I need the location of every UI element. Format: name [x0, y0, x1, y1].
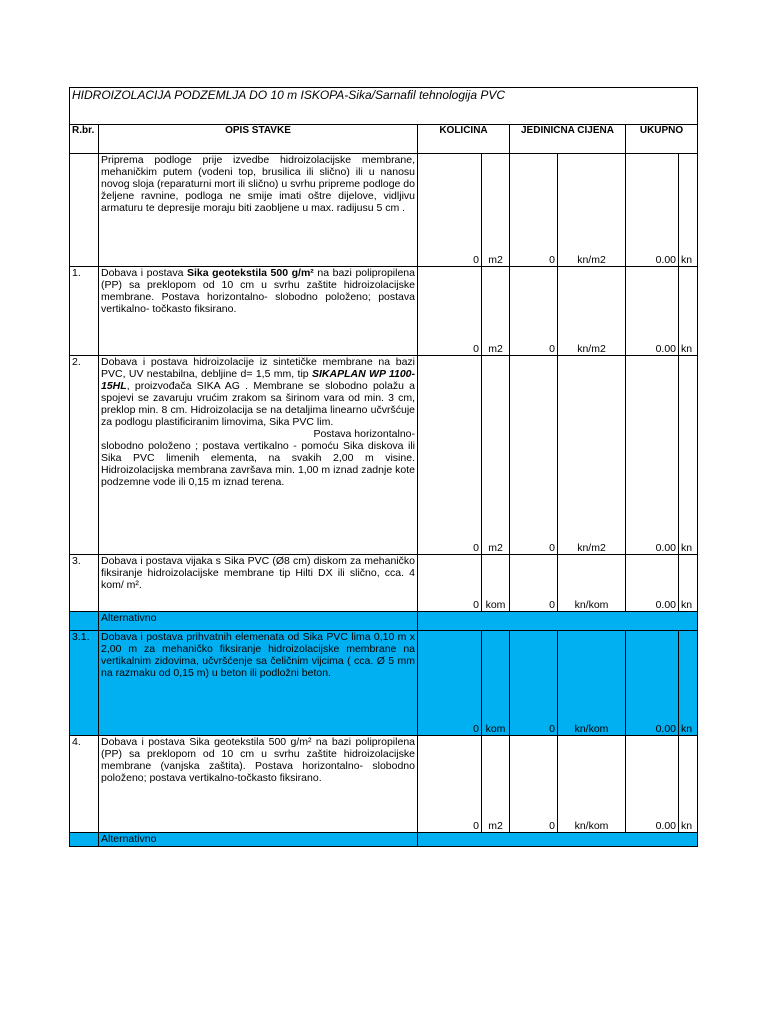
- table-row: [70, 154, 698, 267]
- row-price-unit: kn/m2: [558, 154, 626, 267]
- alternative-row: [70, 833, 698, 847]
- row-total: 0.00: [626, 154, 679, 267]
- row-quantity: 0: [418, 555, 482, 612]
- table-row: [70, 267, 698, 356]
- cost-estimate-table: [69, 87, 698, 847]
- alternative-filler: [418, 612, 698, 631]
- row-total-unit: kn: [679, 267, 698, 356]
- table-row: [70, 736, 698, 833]
- desc-text: na bazi polipropilena (PP) sa preklopom od 10 cm u svrhu zaštite hidroizolacijske membrane. Postava horizontalno- slobodno položeno; postava vertikalno- točkasto fiksirano.: [101, 267, 415, 315]
- table-row: [70, 555, 698, 612]
- row-price-unit: kn/kom: [558, 736, 626, 833]
- row-price-unit: kn/kom: [558, 555, 626, 612]
- row-price-unit: kn/kom: [558, 631, 626, 736]
- alternative-row: [70, 612, 698, 631]
- row-description: Dobava i postava prihvatnih elemenata od Sika PVC lima 0,10 m x 2,00 m za mehaničko fiksiranje hidroizolacijske membrane na vertikalnim zidovima, učvršćenje sa čeličnim vijcima ( cca. Ø 5 mm na razmaku od 0,15 m) u beton ili podložni beton.: [99, 631, 418, 736]
- desc-text: Dobava i postava hidroizolacije iz sintetičke membrane na bazi PVC, UV nestabilna, debljine d= 1,5 mm, tip: [101, 356, 415, 380]
- header-kolicina: KOLIČINA: [418, 125, 510, 154]
- row-unit: kom: [482, 631, 510, 736]
- row-total-unit: kn: [679, 356, 698, 555]
- row-number: 3.: [70, 555, 99, 612]
- row-total: 0.00: [626, 267, 679, 356]
- row-price: 0: [510, 267, 558, 356]
- row-unit: m2: [482, 736, 510, 833]
- row-price: 0: [510, 356, 558, 555]
- desc-text: Postava horizontalno-: [313, 428, 415, 440]
- row-quantity: 0: [418, 736, 482, 833]
- row-total: 0.00: [626, 736, 679, 833]
- row-total-unit: kn: [679, 736, 698, 833]
- row-description: Priprema podloge prije izvedbe hidroizolacijske membrane, mehaničkim putem (vodeni top, brusilica ili slično) ili u nanosu novog sloja (reparaturni mort ili slično) u svrhu pripreme podloge do željene ravnine, podloga ne smije imati oštre dijelove, vidljivu armaturu te depresije moraju biti zaobljene u max. radijusu 5 cm .: [99, 154, 418, 267]
- row-description: Dobava i postava Sika geotekstila 500 g/m² na bazi polipropilena (PP) sa preklopom od 10 cm u svrhu zaštite hidroizolacijske membrane (vanjska zaštita). Postava horizontalno- slobodno položeno; postava vertikalno-točkasto fiksirano.: [99, 736, 418, 833]
- header-row: [70, 125, 698, 154]
- row-price-unit: kn/m2: [558, 267, 626, 356]
- desc-text: , proizvođača SIKA AG . Membrane se slobodno polažu a spojevi se zavaruju vrućim zrakom sa širinom vara od min. 3 cm, preklop min. 8 cm. Hidroizolacija se na detaljima linearno učvršćuje za podlogu plastificiranim limovima, Sika PVC lim.: [101, 380, 415, 428]
- row-quantity: 0: [418, 356, 482, 555]
- row-description: [99, 356, 418, 555]
- row-description: [99, 267, 418, 356]
- header-ukupno: UKUPNO: [626, 125, 698, 154]
- row-unit: m2: [482, 356, 510, 555]
- row-total: 0.00: [626, 356, 679, 555]
- row-price: 0: [510, 555, 558, 612]
- desc-bold-text: Sika geotekstila 500 g/m²: [186, 267, 314, 279]
- row-number: 4.: [70, 736, 99, 833]
- row-total: 0.00: [626, 555, 679, 612]
- desc-text: slobodno položeno ; postava vertikalno - pomoću Sika diskova ili Sika PVC limenih elementa, na svakih 2,00 m visine. Hidroizolacijska membrana završava min. 1,00 m iznad zadnje kote podzemne vode ili 0,15 m iznad terena.: [101, 440, 415, 488]
- row-total-unit: kn: [679, 154, 698, 267]
- row-price: 0: [510, 736, 558, 833]
- row-quantity: 0: [418, 154, 482, 267]
- row-number: 2.: [70, 356, 99, 555]
- row-number: [70, 833, 99, 847]
- row-number: [70, 612, 99, 631]
- header-opis: OPIS STAVKE: [99, 125, 418, 154]
- table-row: [70, 356, 698, 555]
- row-price: 0: [510, 631, 558, 736]
- row-total: 0.00: [626, 631, 679, 736]
- alternative-filler: [418, 833, 698, 847]
- row-unit: m2: [482, 154, 510, 267]
- row-number: 3.1.: [70, 631, 99, 736]
- row-quantity: 0: [418, 631, 482, 736]
- row-price-unit: kn/m2: [558, 356, 626, 555]
- table-row: [70, 631, 698, 736]
- row-unit: m2: [482, 267, 510, 356]
- row-total-unit: kn: [679, 631, 698, 736]
- header-rbr: R.br.: [70, 125, 99, 154]
- row-number: [70, 154, 99, 267]
- desc-bold-text: SIKAPLAN WP 1100-15HL: [101, 368, 416, 392]
- row-number: 1.: [70, 267, 99, 356]
- row-price: 0: [510, 154, 558, 267]
- title-row: [70, 88, 698, 125]
- header-jedinicna: JEDINIČNA CIJENA: [510, 125, 626, 154]
- row-description: Dobava i postava vijaka s Sika PVC (Ø8 cm) diskom za mehaničko fiksiranje hidroizolacijske membrane tip Hilti DX ili slično, cca. 4 kom/ m².: [99, 555, 418, 612]
- row-total-unit: kn: [679, 555, 698, 612]
- alternative-label: Alternativno: [99, 612, 418, 631]
- row-unit: kom: [482, 555, 510, 612]
- alternative-label: Alternativno: [99, 833, 418, 847]
- row-quantity: 0: [418, 267, 482, 356]
- desc-text: Dobava i postava: [101, 267, 187, 279]
- sheet-title: HIDROIZOLACIJA PODZEMLJA DO 10 m ISKOPA-Sika/Sarnafil tehnologija PVC: [70, 88, 698, 125]
